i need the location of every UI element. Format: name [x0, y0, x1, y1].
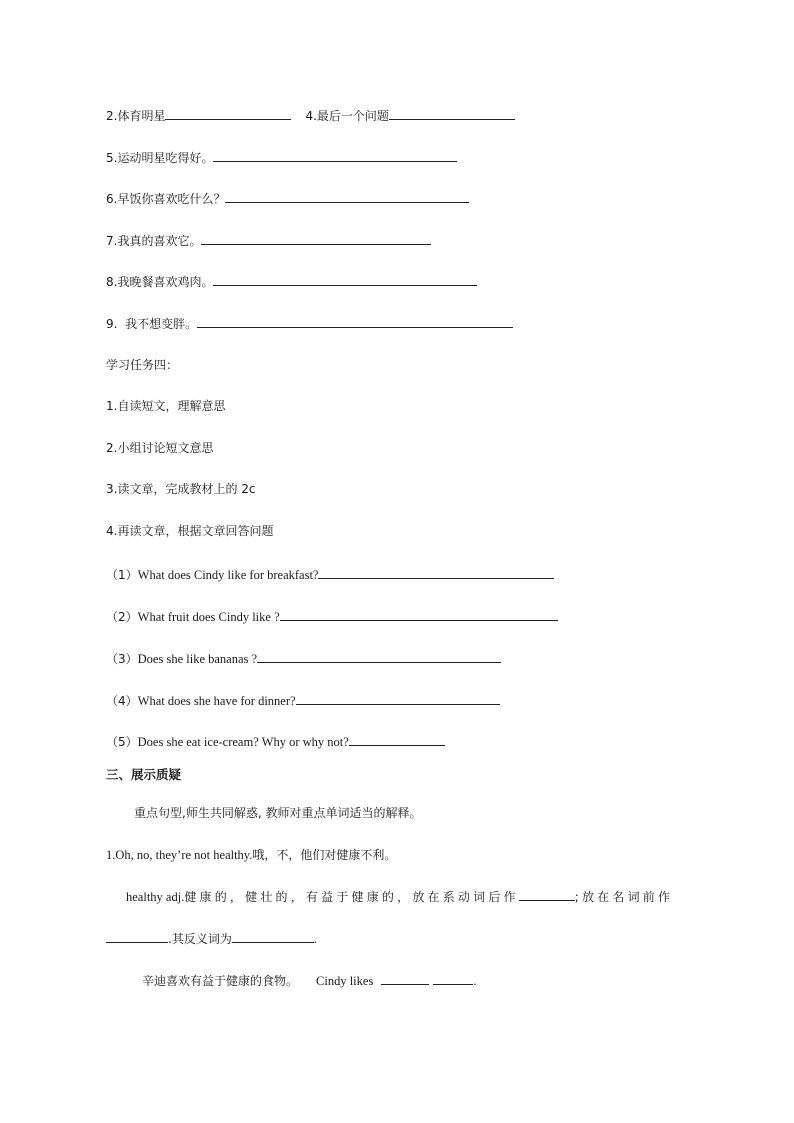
- question-text: What does she have for dinner?: [137, 694, 296, 708]
- key-sentence-chinese: 哦，不，他们对健康不利。: [252, 848, 397, 862]
- answer-blank[interactable]: [201, 232, 431, 245]
- question-number: （4）: [106, 694, 138, 708]
- answer-blank[interactable]: [519, 888, 575, 901]
- period: .: [313, 932, 317, 946]
- sentence-row-7: [106, 232, 431, 249]
- answer-blank[interactable]: [389, 107, 515, 120]
- healthy-definition: [126, 888, 673, 905]
- sentence-label: 8.我晚餐喜欢鸡肉。: [106, 275, 214, 289]
- answer-blank[interactable]: [106, 930, 168, 943]
- answer-blank[interactable]: [280, 608, 558, 621]
- section3-heading: 三、展示质疑: [106, 767, 182, 782]
- antonym-row: [106, 930, 317, 947]
- answer-blank[interactable]: [213, 273, 477, 286]
- question-row-2: [106, 608, 558, 625]
- task4-step-1: 1.自读短文，理解意思: [106, 399, 226, 413]
- answer-blank[interactable]: [197, 315, 513, 328]
- section3-intro: 重点句型,师生共同解惑, 教师对重点单词适当的解释。: [134, 806, 422, 820]
- sentence-row-5: [106, 149, 457, 166]
- question-number: （5）: [106, 735, 138, 749]
- answer-blank[interactable]: [433, 972, 473, 985]
- question-text: What does Cindy like for breakfast?: [137, 568, 319, 582]
- example-row: [142, 972, 476, 989]
- answer-blank[interactable]: [257, 650, 501, 663]
- sentence-label: 5.运动明星吃得好。: [106, 151, 214, 165]
- answer-blank[interactable]: [165, 107, 291, 120]
- question-row-3: [106, 650, 501, 667]
- answer-blank[interactable]: [349, 733, 445, 746]
- sentence-label: 9. 我不想变胖。: [106, 317, 198, 331]
- key-sentence-1: [106, 847, 396, 863]
- answer-blank[interactable]: [318, 566, 554, 579]
- sentence-row-6: [106, 190, 469, 207]
- definition-text: 健康的，健壮的，有益于健康的，放在系动词后作: [184, 890, 519, 904]
- task4-step-2: 2.小组讨论短文意思: [106, 441, 214, 455]
- sentence-row-9: [106, 315, 513, 332]
- question-number: （3）: [106, 652, 138, 666]
- vocab-row: [106, 107, 515, 124]
- question-number: （1）: [106, 568, 138, 582]
- sentence-row-8: [106, 273, 477, 290]
- question-number: （2）: [106, 610, 138, 624]
- task4-heading: 学习任务四：: [106, 358, 179, 372]
- question-text: Does she like bananas ?: [137, 652, 258, 666]
- answer-blank[interactable]: [225, 190, 469, 203]
- period: .: [473, 974, 477, 988]
- definition-text: ;放在名词前作: [574, 890, 674, 904]
- example-english: Cindy likes: [316, 974, 374, 988]
- answer-blank[interactable]: [232, 930, 314, 943]
- word-healthy: healthy adj.: [126, 890, 185, 904]
- question-text: Does she eat ice-cream? Why or why not?: [137, 735, 349, 749]
- vocab-item-2: 2.体育明星: [106, 109, 166, 123]
- answer-blank[interactable]: [381, 972, 429, 985]
- sentence-label: 7.我真的喜欢它。: [106, 234, 202, 248]
- question-row-4: [106, 692, 500, 709]
- task4-step-4: 4.再读文章，根据文章回答问题: [106, 524, 274, 538]
- key-sentence-english: 1.Oh, no, they’re not healthy.: [106, 848, 253, 862]
- antonym-label: .其反义词为: [168, 932, 232, 946]
- question-text: What fruit does Cindy like ?: [137, 610, 280, 624]
- question-row-1: [106, 566, 554, 583]
- answer-blank[interactable]: [296, 692, 500, 705]
- task4-step-3: 3.读文章，完成教材上的 2c: [106, 482, 256, 496]
- vocab-item-4: 4.最后一个问题: [305, 109, 389, 123]
- example-chinese: 辛迪喜欢有益于健康的食物。: [142, 974, 299, 988]
- sentence-label: 6.早饭你喜欢吃什么？: [106, 192, 226, 206]
- question-row-5: [106, 733, 445, 750]
- answer-blank[interactable]: [213, 149, 457, 162]
